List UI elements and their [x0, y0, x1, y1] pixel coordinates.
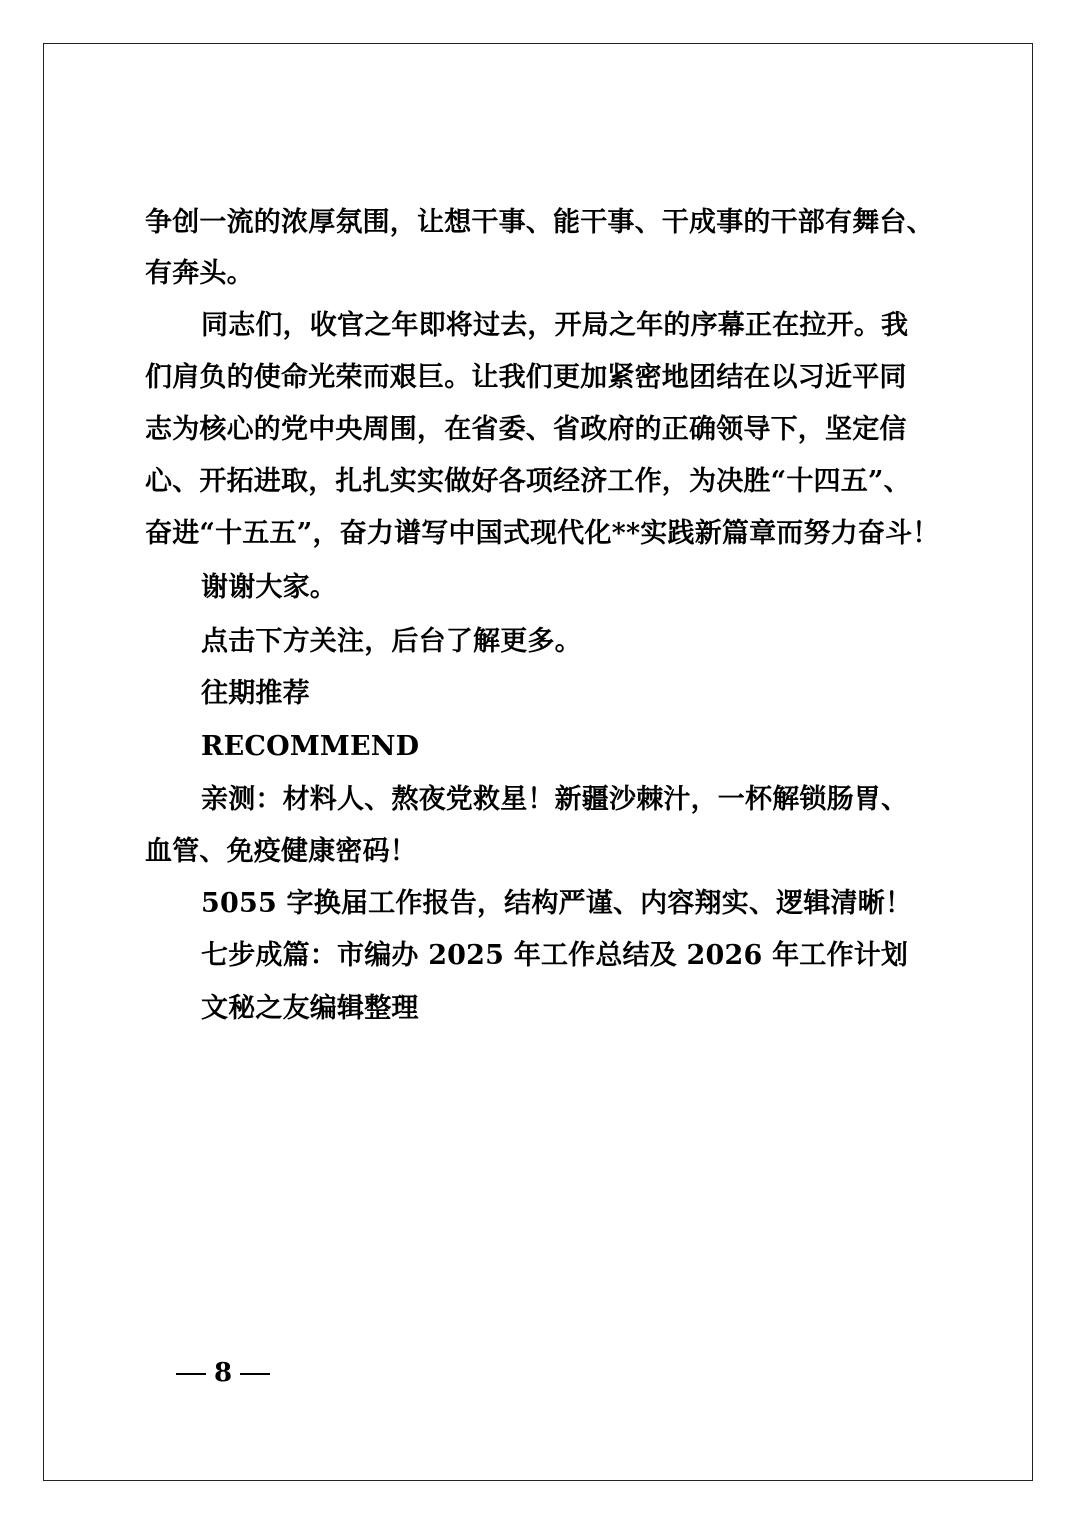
- recommended-article-link[interactable]: 5055 字换届工作报告，结构严谨、内容翔实、逻辑清晰！: [201, 888, 913, 919]
- follow-prompt-line: 点击下方关注，后台了解更多。: [201, 626, 582, 657]
- body-line-3: 同志们，收官之年即将过去，开局之年的序幕正在拉开。我: [201, 310, 909, 341]
- page-number: [168, 1356, 278, 1390]
- past-recommendations-heading: 往期推荐: [201, 678, 310, 709]
- recommended-article-link-continued[interactable]: 血管、免疫健康密码！: [145, 836, 417, 867]
- recommended-article-link[interactable]: 七步成篇：市编办 2025 年工作总结及 2026 年工作计划: [201, 940, 909, 971]
- body-line-1: 争创一流的浓厚氛围，让想干事、能干事、干成事的干部有舞台、: [145, 207, 934, 238]
- body-line-5: 志为核心的党中央周围，在省委、省政府的正确领导下，坚定信: [145, 414, 907, 445]
- body-line-4: 们肩负的使命光荣而艰巨。让我们更加紧密地团结在以习近平同: [145, 362, 907, 393]
- page-number-left-dash: [176, 1373, 206, 1375]
- body-line-2: 有奔头。: [145, 258, 254, 289]
- recommend-heading: RECOMMEND: [201, 731, 420, 762]
- editor-credit-line: 文秘之友编辑整理: [201, 993, 419, 1024]
- recommended-article-link[interactable]: 亲测：材料人、熬夜党救星！新疆沙棘汁，一杯解锁肠胃、: [201, 784, 909, 815]
- body-line-6: 心、开拓进取，扎扎实实做好各项经济工作，为决胜“十四五”、: [145, 466, 911, 497]
- thanks-line: 谢谢大家。: [201, 572, 337, 603]
- page-number-value: 8: [214, 1358, 233, 1388]
- page-number-right-dash: [240, 1373, 270, 1375]
- body-line-7: 奋进“十五五”，奋力谱写中国式现代化**实践新篇章而努力奋斗！: [145, 518, 940, 549]
